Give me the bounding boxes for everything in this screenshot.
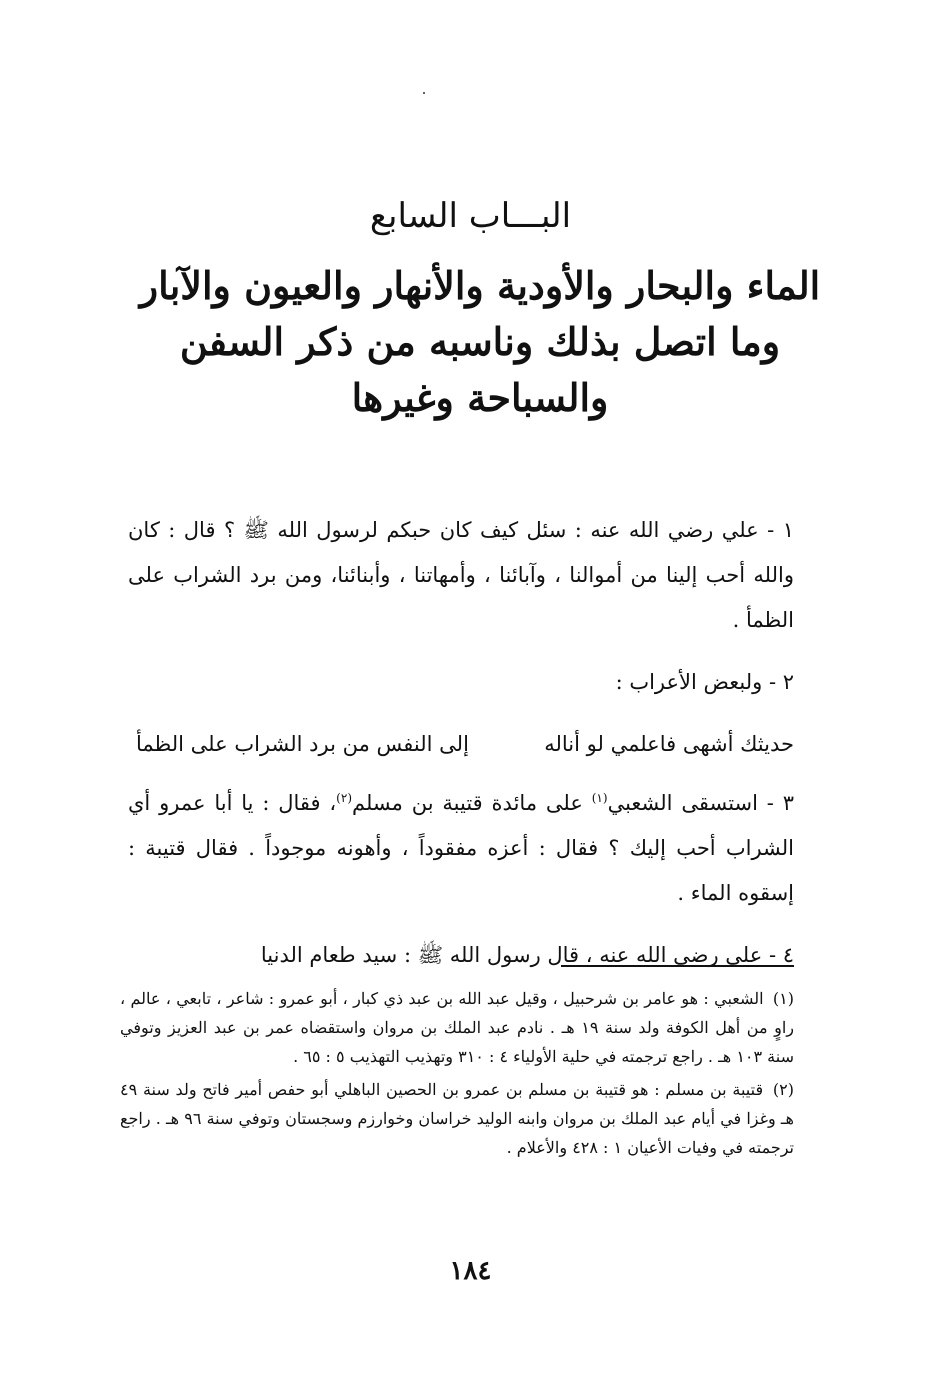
entry-3	[128, 781, 794, 916]
verse-first-hemistich: حديثك أشهى فاعلمي لو أناله	[544, 732, 794, 756]
footnote-divider	[561, 965, 794, 967]
footnote-1	[120, 984, 794, 1071]
footnotes	[120, 984, 794, 1166]
footnote-marker: (١)	[772, 989, 794, 1008]
entry-text-part: ، فقال : يا أبا عمرو أي الشراب أحب إليك ؟ فقال : أعزه مفقوداً ، وأهونه موجوداً . فقال قتيبة : إسقوه الماء .	[128, 791, 794, 905]
entry-4	[128, 933, 794, 978]
entry-text: ٢ - ولبعض الأعراب :	[615, 670, 794, 694]
footnote-ref-1[interactable]: (١)	[591, 791, 608, 805]
entry-text	[128, 781, 794, 916]
verse-second-hemistich: إلى النفس من برد الشراب على الظمأ	[136, 732, 469, 756]
chapter-title-line: والسباحة وغيرها	[351, 375, 609, 420]
poetry-verse	[128, 722, 794, 767]
footnote-text: قتيبة بن مسلم : هو قتيبة بن مسلم بن عمرو بن الحصين الباهلي أبو حفص أمير فاتح ولد سنة ٤٩ هـ وغزا في أيام عبد الملك بن مروان وابنه الوليد خراسان وخوارزم وسجستان وتوفي سنة ٩٦ هـ . راجع ترجمته في وفيات الأعيان ١ : ٤٢٨ والأعلام .	[120, 1080, 794, 1157]
chapter-title-line: وما اتصل بذلك وناسبه من ذكر السفن	[179, 319, 781, 364]
chapter-label: البـــاب السابع	[369, 196, 572, 236]
entry-text: ٤ - علي رضي الله عنه ، قال رسول الله ﷺ : سيد طعام الدنيا	[260, 943, 794, 967]
entry-2	[128, 660, 794, 705]
footnote-2	[120, 1075, 794, 1162]
chapter-title	[130, 258, 830, 426]
page-number: ١٨٤	[449, 1256, 492, 1286]
footnote-ref-2[interactable]: (٢)	[336, 791, 352, 805]
entry-text-part: على مائدة قتيبة بن مسلم	[352, 791, 592, 815]
body-text	[128, 508, 794, 995]
entry-text-part: ٣ - استسقى الشعبي	[607, 791, 795, 815]
print-speck	[423, 92, 425, 94]
entry-1	[128, 508, 794, 643]
chapter-title-line: الماء والبحار والأودية والأنهار والعيون والآبار	[139, 263, 821, 308]
footnote-text: الشعبي : هو عامر بن شرحبيل ، وقيل عبد الله بن عبد ذي كبار ، أبو عمرو : شاعر ، تابعي ، عالم ، راوٍ من أهل الكوفة ولد سنة ١٩ هـ . نادم عبد الملك بن مروان واستقضاه عمر بن عبد العزيز وتوفي سنة ١٠٣ هـ . راجع ترجمته في حلية الأولياء ٤ : ٣١٠ وتهذيب التهذيب ٥ : ٦٥ .	[120, 989, 795, 1066]
footnote-marker: (٢)	[772, 1080, 794, 1099]
entry-text: ١ - علي رضي الله عنه : سئل كيف كان حبكم لرسول الله ﷺ ؟ قال : كان والله أحب إلينا من أموالنا ، وآبائنا ، وأمهاتنا ، وأبنائنا، ومن برد الشراب على الظمأ .	[128, 518, 794, 632]
